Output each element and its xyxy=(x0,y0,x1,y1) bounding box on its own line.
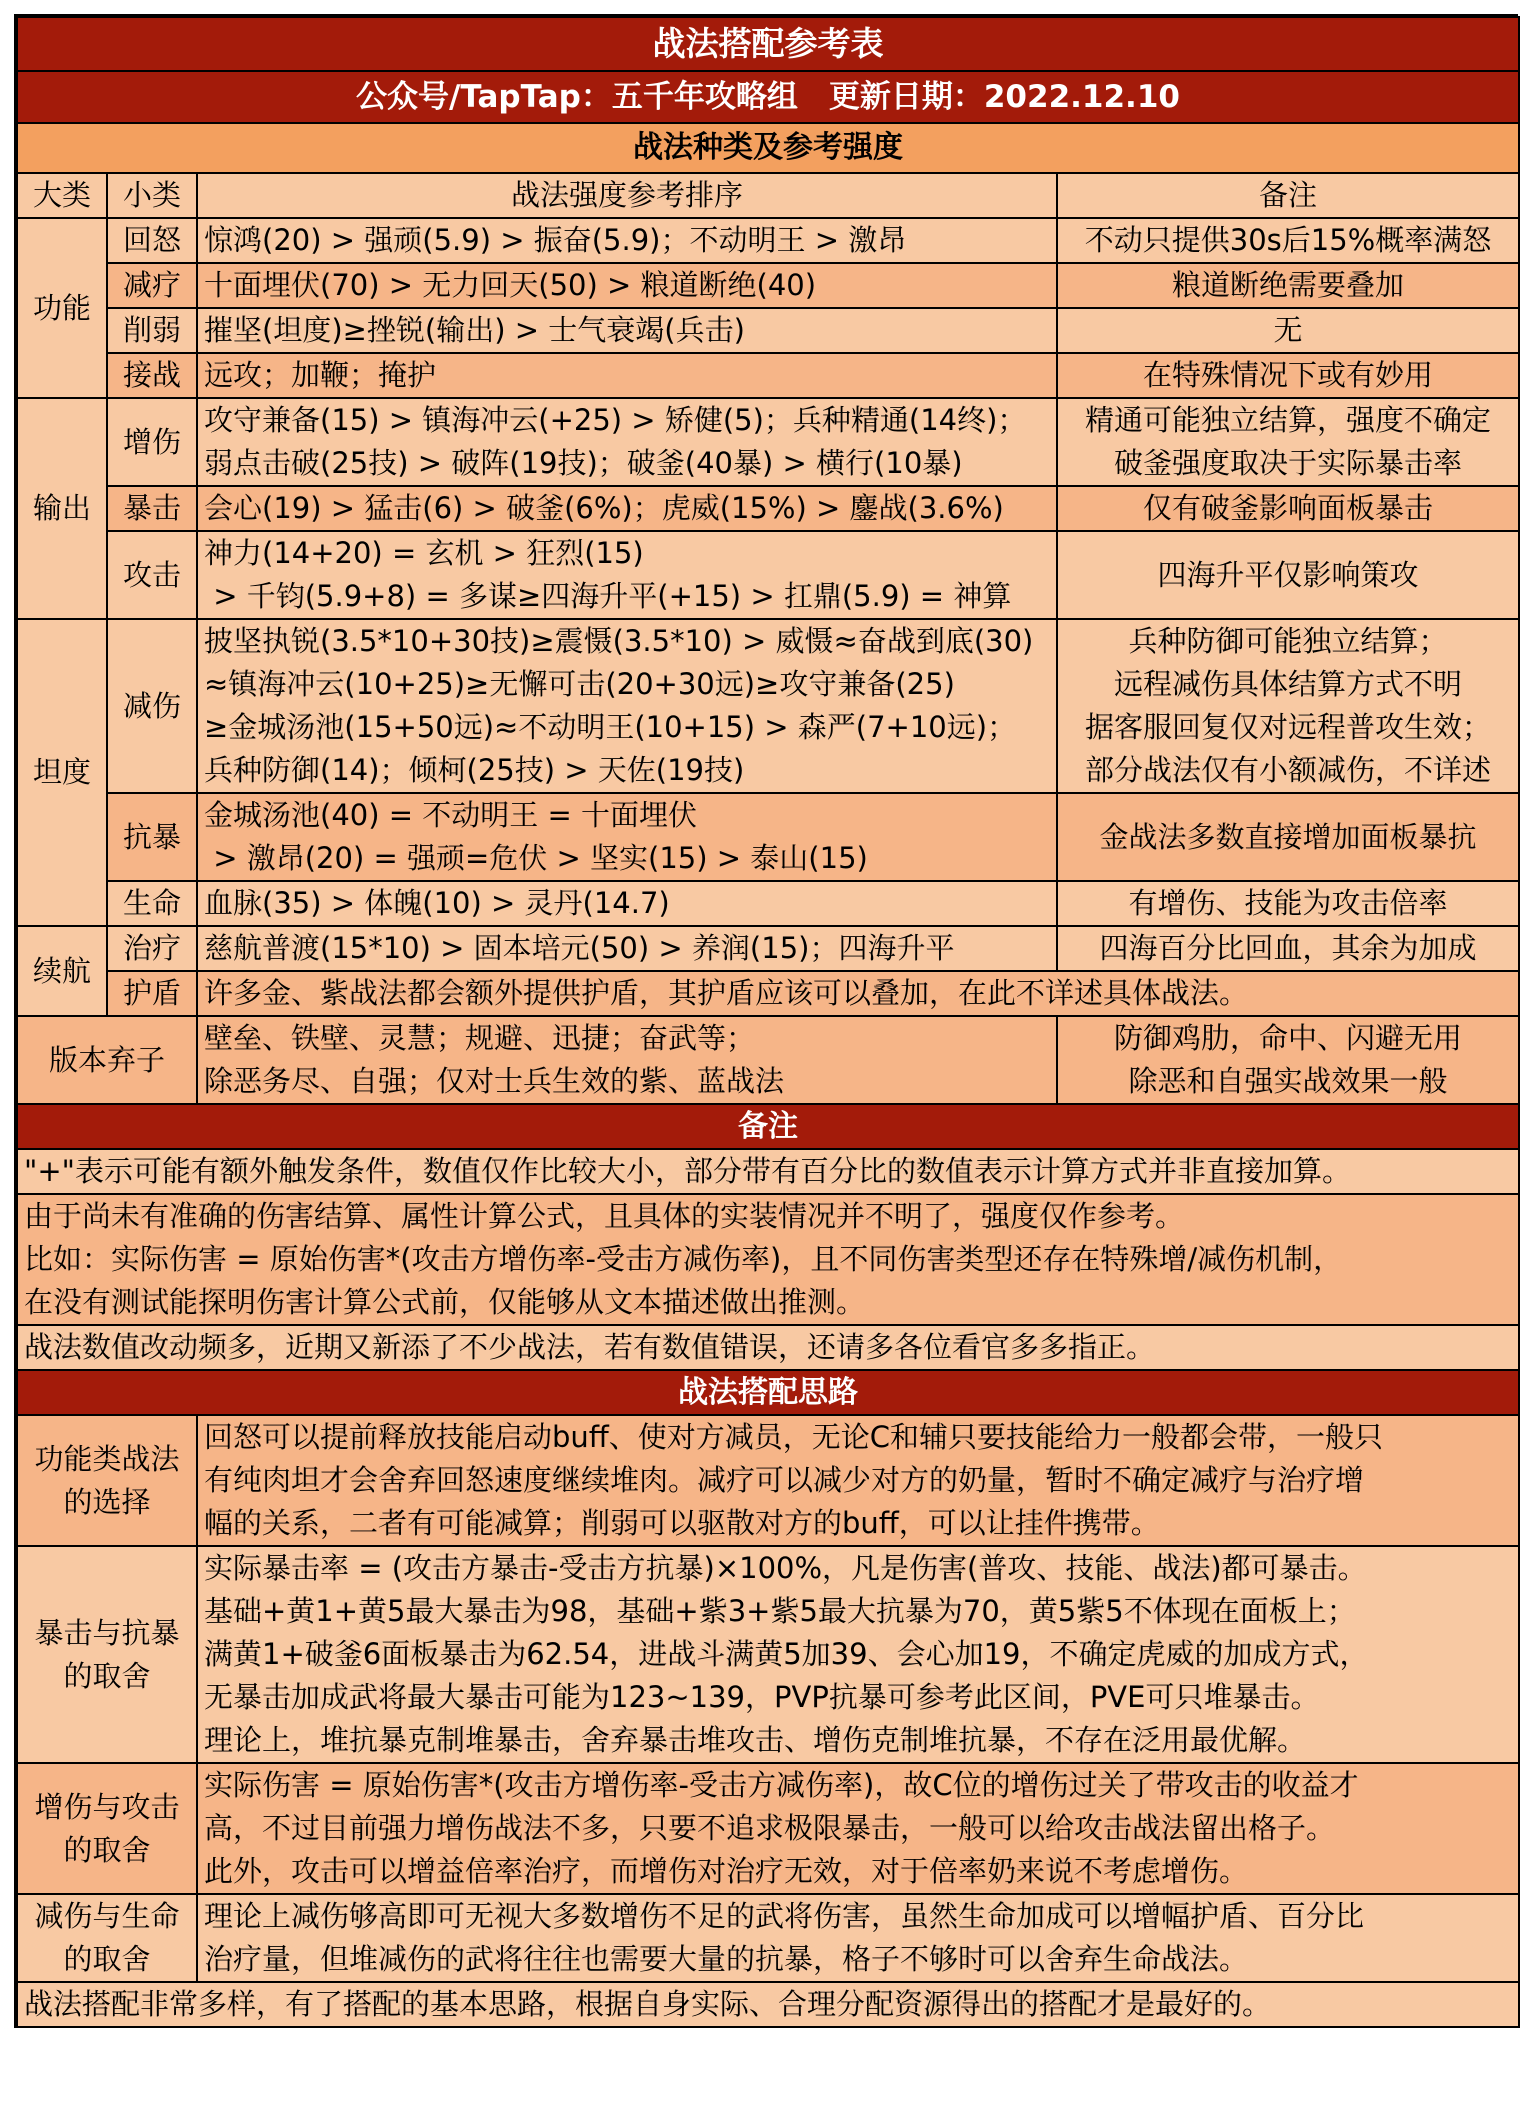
idea-label xyxy=(17,1546,197,1763)
idea-label xyxy=(17,1415,197,1546)
ranking-cell-line: 金城汤池(40) = 不动明王 = 十面埋伏 xyxy=(204,798,698,832)
column-header: 小类 xyxy=(107,173,197,218)
strategy-reference-sheet xyxy=(14,14,1518,2028)
ranking-cell-line: 远攻；加鞭；掩护 xyxy=(204,358,437,392)
notes-paragraph-line: 在没有测试能探明伤害计算公式前，仅能够从文本描述做出推测。 xyxy=(24,1285,866,1319)
ranking-cell-line: 攻守兼备(15) > 镇海冲云(+25) > 矫健(5)；兵种精通(14终)； xyxy=(204,403,1027,437)
category-cell: 输出 xyxy=(17,398,107,619)
idea-text-line: 实际伤害 = 原始伤害*(攻击方增伤率-受击方减伤率)，故C位的增伤过关了带攻击的收益才 xyxy=(204,1768,1359,1802)
remark-cell-line: 仅有破釜影响面板暴击 xyxy=(1142,491,1433,525)
remark-cell-line: 精通可能独立结算，强度不确定 xyxy=(1084,403,1491,437)
category-cell: 功能 xyxy=(17,218,107,398)
ranking-cell xyxy=(197,926,1057,971)
idea-label-line: 减伤与生命 xyxy=(34,1899,180,1933)
idea-text xyxy=(197,1763,1519,1894)
remark-cell-line: 远程减伤具体结算方式不明 xyxy=(1113,667,1462,701)
idea-text xyxy=(197,1894,1519,1982)
remark-cell xyxy=(1057,881,1519,926)
ranking-cell xyxy=(197,881,1057,926)
abandoned-remark xyxy=(1057,1016,1519,1104)
remark-cell xyxy=(1057,218,1519,263)
idea-label-line: 暴击与抗暴 xyxy=(34,1615,180,1650)
idea-text-line: 高，不过目前强力增伤战法不多，只要不追求极限暴击，一般可以给攻击战法留出格子。 xyxy=(204,1811,1336,1845)
idea-text-line: 实际暴击率 = (攻击方暴击-受击方抗暴)×100%，凡是伤害(普攻、技能、战法)都可暴击。 xyxy=(204,1551,1367,1585)
ranking-cell-line: ≈镇海冲云(10+25)≥无懈可击(20+30远)≥攻守兼备(25) xyxy=(204,667,955,701)
remark-cell xyxy=(1057,793,1519,881)
ranking-cell xyxy=(197,353,1057,398)
remark-cell xyxy=(1057,398,1519,486)
idea-label-line: 功能类战法 xyxy=(34,1441,180,1476)
notes-paragraph-line: "+"表示可能有额外触发条件，数值仅作比较大小，部分带有百分比的数值表示计算方式并非直接加算。 xyxy=(24,1154,1351,1188)
notes-paragraph-line: 比如：实际伤害 = 原始伤害*(攻击方增伤率-受击方减伤率)，且不同伤害类型还存在特殊增/减伤机制， xyxy=(24,1242,1343,1276)
remark-cell-line: 在特殊情况下或有妙用 xyxy=(1142,358,1433,392)
idea-text xyxy=(197,1415,1519,1546)
subcategory-cell: 治疗 xyxy=(107,926,197,971)
subcategory-cell: 回怒 xyxy=(107,218,197,263)
abandoned-ranking-line: 壁垒、铁壁、灵慧；规避、迅捷；奋武等； xyxy=(204,1021,756,1055)
ranking-cell-line: 弱点击破(25技) > 破阵(19技)；破釜(40暴) > 横行(10暴) xyxy=(204,446,963,480)
remark-cell xyxy=(1057,353,1519,398)
ranking-cell-line: > 激昂(20) = 强顽=危伏 > 坚实(15) > 泰山(15) xyxy=(204,841,868,875)
idea-label xyxy=(17,1763,197,1894)
remark-cell xyxy=(1057,486,1519,531)
section-title-ideas: 战法搭配思路 xyxy=(17,1370,1519,1415)
subcategory-cell: 增伤 xyxy=(107,398,197,486)
ranking-cell-line: 慈航普渡(15*10) > 固本培元(50) > 养润(15)；四海升平 xyxy=(204,931,955,965)
idea-text-line: 回怒可以提前释放技能启动buff、使对方减员，无论C和辅只要技能给力一般都会带，一般只 xyxy=(204,1420,1384,1454)
subcategory-cell: 减伤 xyxy=(107,619,197,793)
idea-text xyxy=(197,1546,1519,1763)
remark-cell xyxy=(1057,531,1519,619)
ranking-cell-line: 许多金、紫战法都会额外提供护盾，其护盾应该可以叠加，在此不详述具体战法。 xyxy=(204,976,1249,1010)
ranking-cell-line: 兵种防御(14)；倾柯(25技) > 天佐(19技) xyxy=(204,753,745,787)
abandoned-remark-line: 防御鸡肋，命中、闪避无用 xyxy=(1113,1021,1462,1055)
ranking-cell-line: 血脉(35) > 体魄(10) > 灵丹(14.7) xyxy=(204,886,670,920)
ranking-cell-line: 神力(14+20) = 玄机 > 狂烈(15) xyxy=(204,536,644,570)
remark-cell xyxy=(1057,263,1519,308)
remark-cell-line: 四海百分比回血，其余为加成 xyxy=(1099,931,1477,965)
page-subtitle: 公众号/TapTap：五千年攻略组 更新日期：2022.12.10 xyxy=(17,71,1519,123)
ranking-cell-line: 十面埋伏(70) > 无力回天(50) > 粮道断绝(40) xyxy=(204,268,817,302)
remark-cell-line: 破釜强度取决于实际暴击率 xyxy=(1113,446,1462,480)
footer-note: 战法搭配非常多样，有了搭配的基本思路，根据自身实际、合理分配资源得出的搭配才是最好的。 xyxy=(17,1982,1519,2027)
ranking-cell-line: 摧坚(坦度)≥挫锐(输出) > 士气衰竭(兵击) xyxy=(204,313,745,347)
idea-text-line: 有纯肉坦才会舍弃回怒速度继续堆肉。减疗可以减少对方的奶量，暂时不确定减疗与治疗增 xyxy=(204,1463,1365,1497)
column-header: 备注 xyxy=(1057,173,1519,218)
subcategory-cell: 攻击 xyxy=(107,531,197,619)
idea-label-line: 的取舍 xyxy=(63,1832,151,1867)
ranking-cell xyxy=(197,218,1057,263)
ranking-cell xyxy=(197,263,1057,308)
idea-label-line: 增伤与攻击 xyxy=(34,1789,180,1824)
section-title-types: 战法种类及参考强度 xyxy=(17,123,1519,173)
ranking-cell xyxy=(197,308,1057,353)
ranking-cell xyxy=(197,398,1057,486)
category-cell: 续航 xyxy=(17,926,107,1016)
ranking-cell-line: ≥金城汤池(15+50远)≈不动明王(10+15) > 森严(7+10远)； xyxy=(204,710,1017,744)
remark-cell-line: 四海升平仅影响策攻 xyxy=(1157,557,1419,592)
abandoned-ranking xyxy=(197,1016,1057,1104)
idea-text-line: 治疗量，但堆减伤的武将往往也需要大量的抗暴，格子不够时可以舍弃生命战法。 xyxy=(204,1942,1249,1976)
notes-paragraph xyxy=(17,1194,1519,1325)
remark-cell-line: 有增伤、技能为攻击倍率 xyxy=(1128,886,1448,920)
ranking-cell-line: > 千钧(5.9+8) = 多谋≥四海升平(+15) > 扛鼎(5.9) = 神算 xyxy=(204,579,1012,613)
ranking-cell xyxy=(197,971,1519,1016)
idea-text-line: 理论上，堆抗暴克制堆暴击，舍弃暴击堆攻击、增伤克制堆抗暴，不存在泛用最优解。 xyxy=(204,1723,1307,1757)
remark-cell-line: 部分战法仅有小额减伤，不详述 xyxy=(1084,753,1491,787)
remark-cell-line: 据客服回复仅对远程普攻生效； xyxy=(1084,710,1491,744)
ranking-cell-line: 会心(19) > 猛击(6) > 破釜(6%)；虎威(15%) > 鏖战(3.6%) xyxy=(204,491,1004,525)
notes-paragraph-line: 战法数值改动频多，近期又新添了不少战法，若有数值错误，还请多各位看官多多指正。 xyxy=(24,1330,1156,1364)
section-title-notes: 备注 xyxy=(17,1104,1519,1149)
idea-text-line: 无暴击加成武将最大暴击可能为123~139，PVP抗暴可参考此区间，PVE可只堆暴击。 xyxy=(204,1680,1320,1714)
remark-cell-line: 粮道断绝需要叠加 xyxy=(1171,268,1404,302)
remark-cell xyxy=(1057,308,1519,353)
abandoned-label: 版本弃子 xyxy=(17,1016,197,1104)
remark-cell-line: 无 xyxy=(1273,313,1303,347)
subcategory-cell: 削弱 xyxy=(107,308,197,353)
category-cell: 坦度 xyxy=(17,619,107,926)
idea-text-line: 基础+黄1+黄5最大暴击为98，基础+紫3+紫5最大抗暴为70，黄5紫5不体现在面板上； xyxy=(204,1594,1356,1628)
remark-cell xyxy=(1057,926,1519,971)
ranking-cell xyxy=(197,619,1057,793)
subcategory-cell: 接战 xyxy=(107,353,197,398)
notes-paragraph-line: 由于尚未有准确的伤害结算、属性计算公式，且具体的实装情况并不明了，强度仅作参考。 xyxy=(24,1199,1185,1233)
column-header: 大类 xyxy=(17,173,107,218)
idea-text-line: 幅的关系，二者有可能减算；削弱可以驱散对方的buff，可以让挂件携带。 xyxy=(204,1506,1160,1540)
idea-text-line: 此外，攻击可以增益倍率治疗，而增伤对治疗无效，对于倍率奶来说不考虑增伤。 xyxy=(204,1854,1249,1888)
ranking-cell xyxy=(197,531,1057,619)
remark-cell-line: 兵种防御可能独立结算； xyxy=(1128,624,1448,658)
idea-label xyxy=(17,1894,197,1982)
remark-cell-line: 金战法多数直接增加面板暴抗 xyxy=(1099,819,1477,854)
ranking-cell xyxy=(197,793,1057,881)
remark-cell-line: 不动只提供30s后15%概率满怒 xyxy=(1084,223,1492,257)
notes-paragraph xyxy=(17,1149,1519,1194)
ranking-cell-line: 披坚执锐(3.5*10+30技)≥震慑(3.5*10) > 威慑≈奋战到底(30) xyxy=(204,624,1034,658)
ranking-cell-line: 惊鸿(20) > 强顽(5.9) > 振奋(5.9)；不动明王 > 激昂 xyxy=(204,223,907,257)
idea-text-line: 理论上减伤够高即可无视大多数增伤不足的武将伤害，虽然生命加成可以增幅护盾、百分比 xyxy=(204,1899,1365,1933)
idea-label-line: 的取舍 xyxy=(63,1942,151,1976)
subcategory-cell: 抗暴 xyxy=(107,793,197,881)
column-header: 战法强度参考排序 xyxy=(197,173,1057,218)
notes-paragraph xyxy=(17,1325,1519,1370)
reference-table xyxy=(16,16,1520,2028)
abandoned-ranking-line: 除恶务尽、自强；仅对士兵生效的紫、蓝战法 xyxy=(204,1064,785,1098)
subcategory-cell: 暴击 xyxy=(107,486,197,531)
subcategory-cell: 护盾 xyxy=(107,971,197,1016)
subcategory-cell: 生命 xyxy=(107,881,197,926)
idea-label-line: 的取舍 xyxy=(63,1658,151,1693)
abandoned-remark-line: 除恶和自强实战效果一般 xyxy=(1128,1064,1448,1098)
idea-label-line: 的选择 xyxy=(63,1484,151,1519)
page-title: 战法搭配参考表 xyxy=(17,17,1519,71)
remark-cell xyxy=(1057,619,1519,793)
subcategory-cell: 减疗 xyxy=(107,263,197,308)
idea-text-line: 满黄1+破釜6面板暴击为62.54，进战斗满黄5加39、会心加19，不确定虎威的加成方式， xyxy=(204,1637,1369,1671)
ranking-cell xyxy=(197,486,1057,531)
